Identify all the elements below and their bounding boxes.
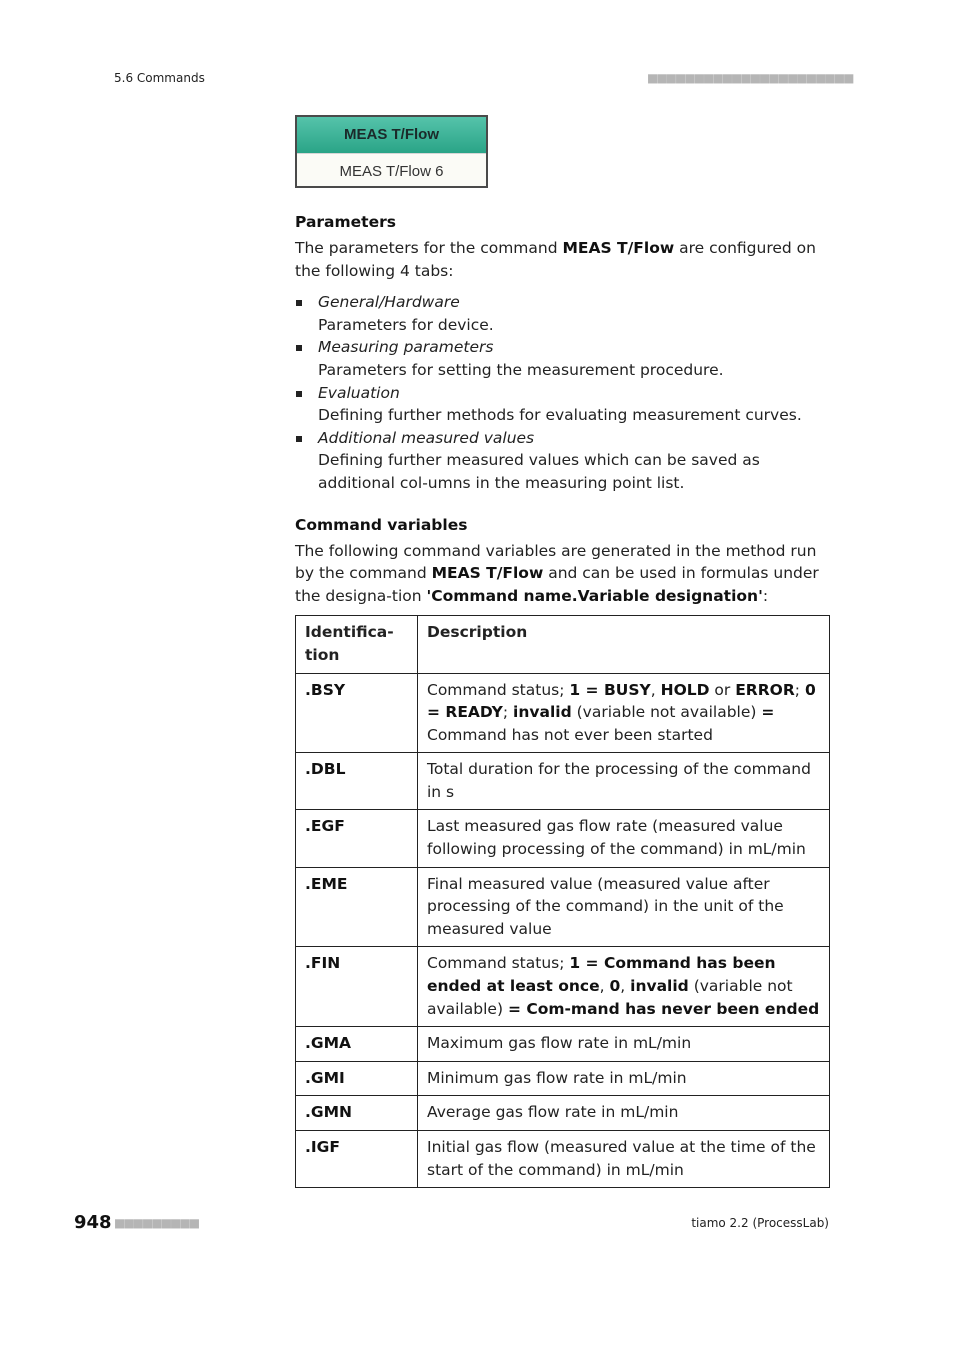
command-variables-table — [295, 615, 830, 1188]
page-number: 948 — [74, 1212, 112, 1233]
variable-id: .IGF — [296, 1131, 418, 1188]
table-row — [296, 867, 830, 947]
main-content — [295, 207, 830, 1188]
table-row — [296, 1131, 830, 1188]
description-segment: ; — [502, 703, 514, 722]
table-row — [296, 1027, 830, 1062]
description-segment: 1 = BUSY — [569, 680, 651, 699]
description-segment: invalid — [513, 703, 572, 722]
description-segment: = — [761, 703, 775, 722]
cv-intro-end: : — [762, 586, 769, 605]
column-header-identification: Identifica-tion — [296, 616, 418, 673]
table-row — [296, 810, 830, 867]
description-segment: Command has not ever been started — [427, 725, 713, 744]
description-segment: HOLD — [660, 680, 710, 699]
variable-description — [418, 810, 830, 867]
tab-description: Defining further methods for evaluating measurement curves. — [318, 406, 802, 425]
variable-description — [418, 1131, 830, 1188]
variable-id: .GMN — [296, 1096, 418, 1131]
description-segment: Minimum gas flow rate in mL/min — [427, 1068, 687, 1087]
table-row — [296, 673, 830, 753]
description-segment: Command status; — [427, 680, 570, 699]
description-segment: Initial gas flow (measured value at the time of the start of the command) in mL/min — [427, 1138, 816, 1179]
description-segment: Last measured gas flow rate (measured value following processing of the command) in mL/min — [427, 817, 806, 859]
cv-intro-designation: 'Command name.Variable designation' — [426, 586, 763, 605]
variable-id: .BSY — [296, 673, 418, 753]
variable-description — [418, 1096, 830, 1131]
column-header-description: Description — [418, 616, 830, 673]
variable-id: .GMA — [296, 1027, 418, 1062]
description-segment: (variable not available) — [571, 703, 762, 722]
variable-description — [418, 1027, 830, 1062]
header-dots: ■■■■■■■■■■■■■■■■■■■■■■ — [647, 71, 853, 85]
tab-name: Additional measured values — [318, 428, 535, 447]
variable-id: .FIN — [296, 947, 418, 1027]
description-segment: = Com-mand has never been ended — [507, 999, 820, 1018]
table-row — [296, 753, 830, 810]
command-box — [295, 115, 488, 188]
table-row — [296, 1096, 830, 1131]
tab-name: Evaluation — [318, 383, 400, 402]
command-box-title: MEAS T/Flow — [297, 117, 486, 154]
parameters-intro-command: MEAS T/Flow — [562, 239, 675, 257]
cv-intro-mid: and can be used in formulas under the designa-tion — [295, 564, 819, 605]
parameters-intro-after: are configured on the following 4 tabs: — [295, 239, 816, 280]
description-segment: , — [599, 977, 610, 996]
table-header-row — [296, 616, 830, 673]
description-segment: Maximum gas flow rate in mL/min — [427, 1034, 692, 1053]
list-item — [295, 427, 830, 495]
parameters-intro — [295, 237, 830, 282]
description-segment: 1 = Command has been ended at least once — [427, 954, 776, 996]
list-item — [295, 382, 830, 427]
variable-description — [418, 673, 830, 753]
description-segment: 0 — [609, 977, 621, 996]
parameters-intro-before: The parameters for the command — [295, 239, 563, 257]
tab-name: General/Hardware — [318, 293, 460, 312]
variable-description — [418, 947, 830, 1027]
description-segment: invalid — [630, 977, 689, 996]
table-row — [296, 1061, 830, 1096]
command-box-name: MEAS T/Flow 6 — [339, 163, 444, 180]
parameters-heading: Parameters — [295, 213, 396, 231]
description-segment: Average gas flow rate in mL/min — [427, 1103, 679, 1122]
description-segment: Total duration for the processing of the command in s — [427, 760, 811, 801]
description-segment: Command status; — [427, 954, 570, 973]
footer-dots: ■■■■■■■■■ — [114, 1216, 199, 1230]
description-segment: Final measured value (measured value after processing of the command) in the unit of the measured value — [427, 874, 784, 938]
header-section-title: 5.6 Commands — [114, 71, 205, 85]
list-item — [295, 336, 830, 381]
description-segment: 0 = READY — [427, 680, 816, 722]
variable-description — [418, 1061, 830, 1096]
cv-intro-command: MEAS T/Flow — [431, 564, 544, 583]
tabs-list — [295, 291, 830, 494]
list-item — [295, 291, 830, 336]
description-segment: (variable not available) — [427, 977, 793, 1018]
tab-description: Parameters for setting the measurement procedure. — [318, 360, 724, 379]
description-segment: , — [620, 977, 631, 996]
tab-name: Measuring parameters — [318, 338, 494, 357]
description-segment: ; — [794, 680, 805, 699]
tab-description: Defining further measured values which can be saved as additional col-umns in the measuring point list. — [318, 451, 760, 492]
variable-id: .EME — [296, 867, 418, 947]
variable-description — [418, 867, 830, 947]
variable-id: .GMI — [296, 1061, 418, 1096]
variable-id: .DBL — [296, 753, 418, 810]
description-segment: or — [709, 680, 736, 699]
variable-description — [418, 753, 830, 810]
footer-product: tiamo 2.2 (ProcessLab) — [691, 1216, 829, 1230]
tab-description: Parameters for device. — [318, 315, 494, 334]
description-segment: , — [650, 680, 661, 699]
table-row — [296, 947, 830, 1027]
command-variables-intro — [295, 540, 830, 608]
command-variables-heading: Command variables — [295, 515, 468, 534]
variable-id: .EGF — [296, 810, 418, 867]
cv-intro-before: The following command variables are generated in the method run by the command — [295, 541, 817, 583]
description-segment: ERROR — [735, 680, 795, 699]
table-body — [296, 673, 830, 1188]
